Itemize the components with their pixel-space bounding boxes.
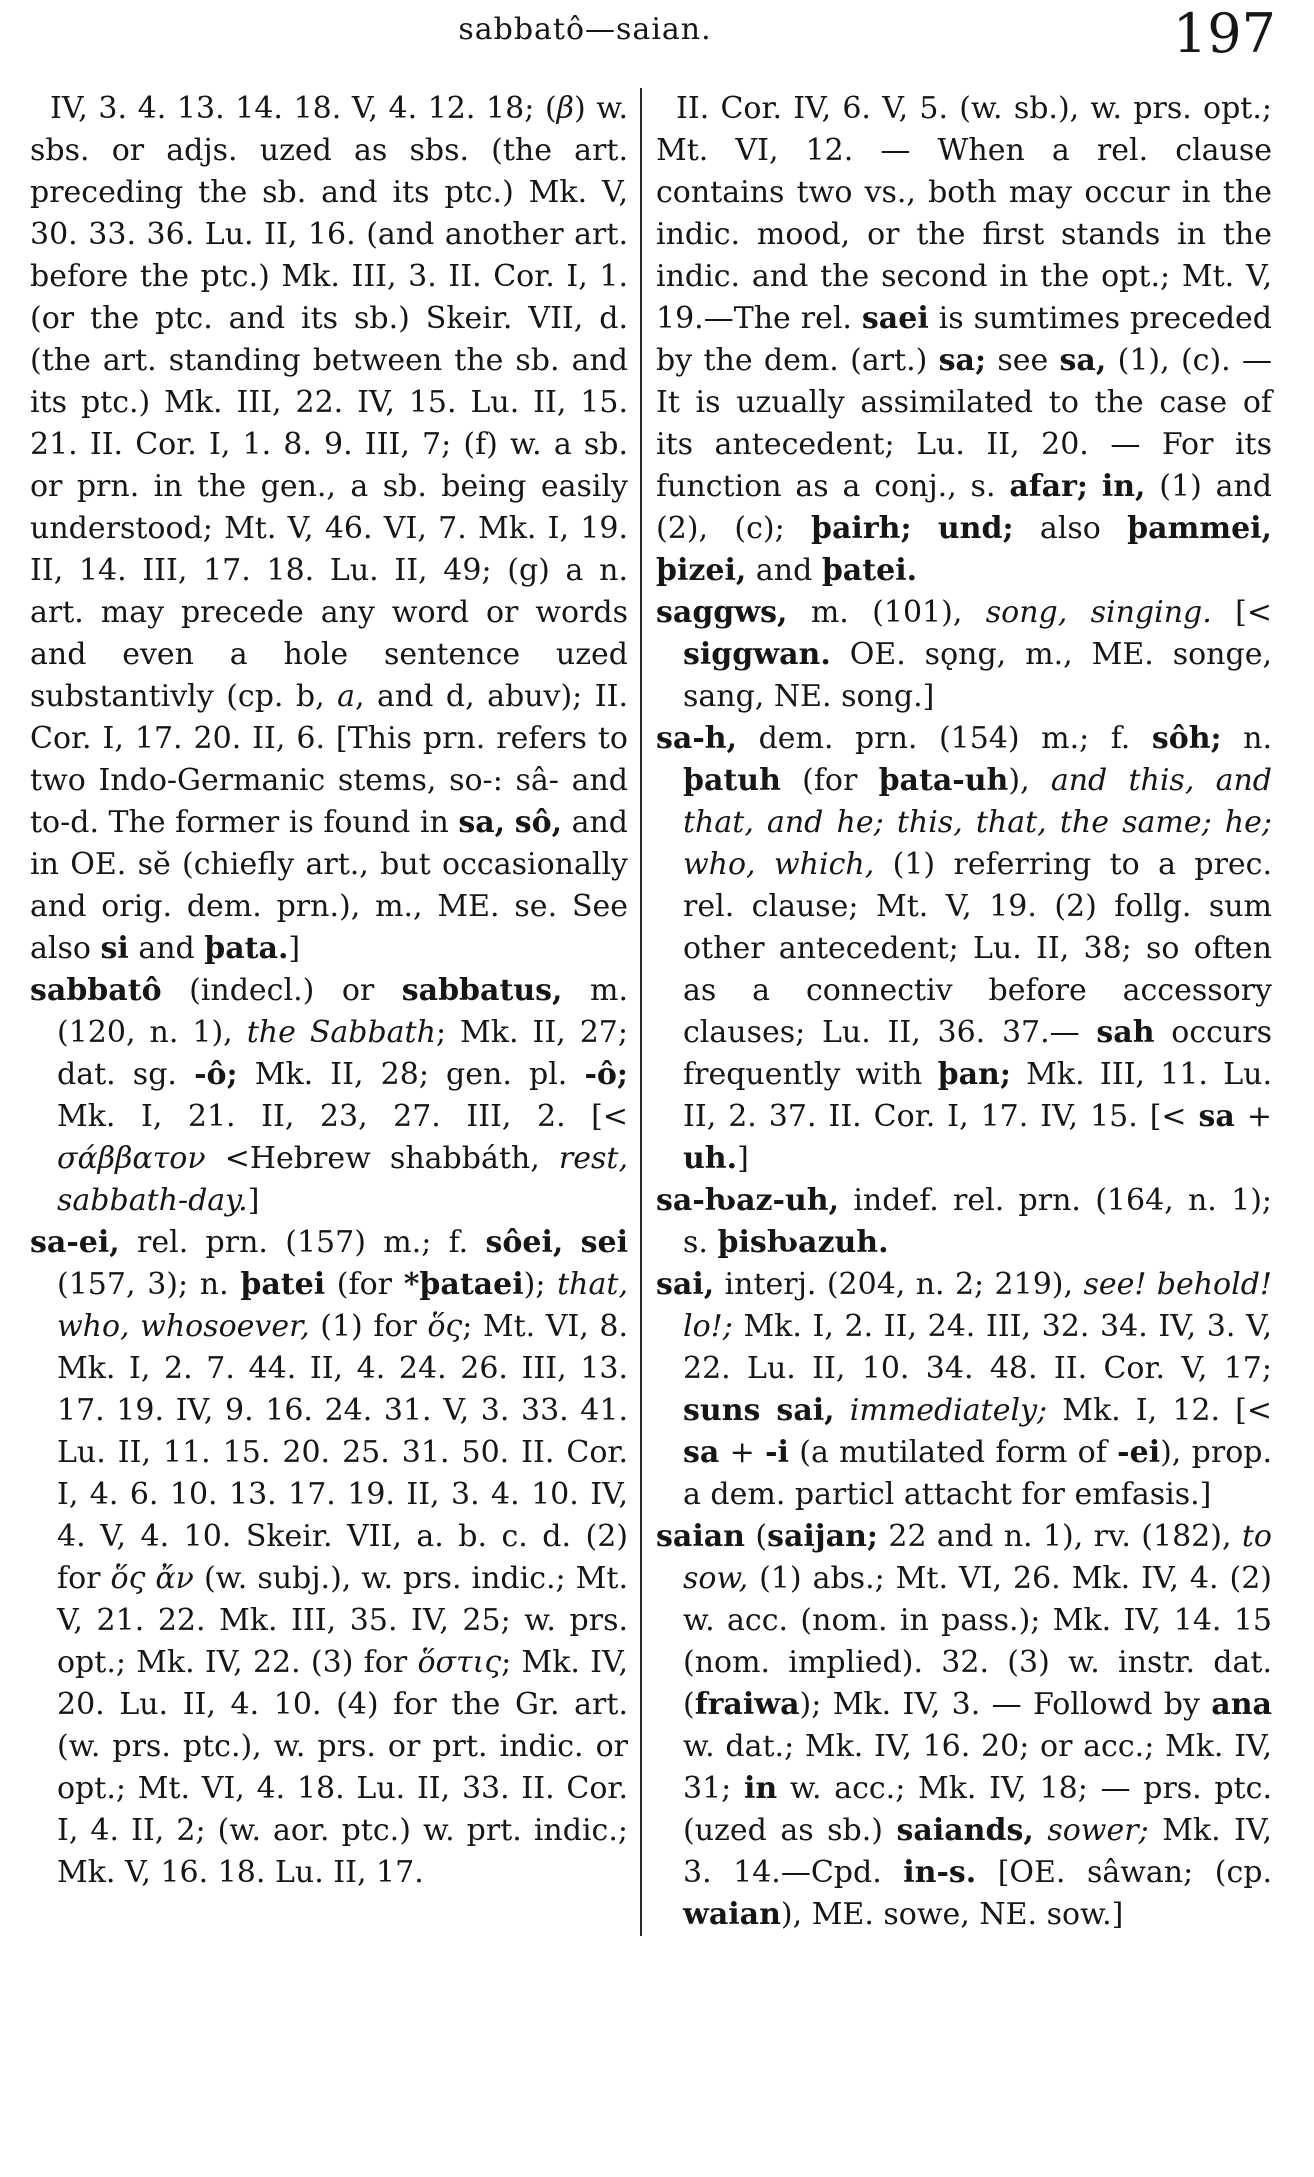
entry-paragraph: sa-ƕaz-uh, indef. rel. prn. (164, n. 1); s. þisƕazuh.: [656, 1183, 1272, 1260]
entry-paragraph: sa-ei, rel. prn. (157) m.; f. sôei, sei (157, 3); n. þatei (for *þataei); that, who, whosoever, (1) for ὅς; Mt. VI, 8. Mk. I, 2. 7. 44. II, 4. 24. 26. III, 13. 17. 19. IV, 9. 16. 24. 31. V, 3. 33. 41. Lu. II, 11. 15. 20. 25. 31. 50. II. Cor. I, 4. 6. 10. 13. 17. 19. II, 3. 4. 10. IV, 4. V, 4. 10. Skeir. VII, a. b. c. d. (2) for ὅς ἄν (w. subj.), w. prs. indic.; Mt. V, 21. 22. Mk. III, 35. IV, 25; w. prs. opt.; Mk. IV, 22. (3) for ὅστις; Mk. IV, 20. Lu. II, 4. 10. (4) for the Gr. art. (w. prs. ptc.), w. prs. or prt. indic. or opt.; Mt. VI, 4. 18. Lu. II, 33. II. Cor. I, 4. II, 2; (w. aor. ptc.) w. prt. indic.; Mk. V, 16. 18. Lu. II, 17.: [30, 1225, 628, 1890]
entry-paragraph: saian (saijan; 22 and n. 1), rv. (182), to sow, (1) abs.; Mt. VI, 26. Mk. IV, 4. (2) w. acc. (nom. in pass.); Mk. IV, 14. 15 (nom. implied). 32. (3) w. instr. dat. (fraiwa); Mk. IV, 3. — Followd by ana w. dat.; Mk. IV, 16. 20; or acc.; Mk. IV, 31; in w. acc.; Mk. IV, 18; — prs. ptc. (uzed as sb.) saiands, sower; Mk. IV, 3. 14.—Cpd. in-s. [OE. sâwan; (cp. waian), ME. sowe, NE. sow.]: [656, 1519, 1272, 1932]
entry-paragraph: saggws, m. (101), song, singing. [< siggwan. OE. sǫng, m., ME. songe, sang, NE. song.]: [656, 595, 1272, 714]
continuation-paragraph: II. Cor. IV, 6. V, 5. (w. sb.), w. prs. opt.; Mt. VI, 12. — When a rel. clause contains two vs., both may occur in the indic. mood, or the first stands in the indic. and the second in the opt.; Mt. V, 19.—The rel. saei is sumtimes preceded by the dem. (art.) sa; see sa, (1), (c). — It is uzually assimilated to the case of its antecedent; Lu. II, 20. — For its function as a conj., s. afar; in, (1) and (2), (c); þairh; und; also þammei, þizei, and þatei.: [656, 91, 1273, 588]
entry-paragraph: sai, interj. (204, n. 2; 219), see! behold! lo!; Mk. I, 2. II, 24. III, 32. 34. IV, 3. V, 22. Lu. II, 10. 34. 48. II. Cor. V, 17; suns sai, immediately; Mk. I, 12. [< sa + -i (a mutilated form of -ei), prop. a dem. particl attacht for emfasis.]: [656, 1267, 1272, 1512]
page-header: [0, 0, 1314, 78]
entry-paragraph: sa-h, dem. prn. (154) m.; f. sôh; n. þatuh (for þata-uh), and this, and that, and he; this, that, the same; he; who, which, (1) referring to a prec. rel. clause; Mt. V, 19. (2) follg. sum other antecedent; Lu. II, 38; so often as a connectiv before accessory clauses; Lu. II, 36. 37.— sah occurs frequently with þan; Mk. III, 11. Lu. II, 2. 37. II. Cor. I, 17. IV, 15. [< sa + uh.]: [656, 721, 1272, 1176]
running-title: sabbatô—saian.: [458, 12, 712, 47]
page-number: 197: [1172, 2, 1276, 65]
continuation-paragraph: IV, 3. 4. 13. 14. 18. V, 4. 12. 18; (β) w. sbs. or adjs. uzed as sbs. (the art. preceding the sb. and its ptc.) Mk. V, 30. 33. 36. Lu. II, 16. (and another art. before the ptc.) Mk. III, 3. II. Cor. I, 1. (or the ptc. and its sb.) Skeir. VII, d. (the art. standing between the sb. and its ptc.) Mk. III, 22. IV, 15. Lu. II, 15. 21. II. Cor. I, 1. 8. 9. III, 7; (f) w. a sb. or prn. in the gen., a sb. being easily understood; Mt. V, 46. VI, 7. Mk. I, 19. II, 14. III, 17. 18. Lu. II, 49; (g) a n. art. may precede any word or words and even a hole sentence uzed substantivly (cp. b, a, and d, abuv); II. Cor. I, 17. 20. II, 6. [This prn. refers to two Indo-Germanic stems, so-: sâ- and to-d. The former is found in sa, sô, and in OE. sĕ (chiefly art., but occasionally and orig. dem. prn.), m., ME. se. See also si and þata.]: [30, 91, 628, 966]
left-column: [30, 88, 640, 1936]
entry-paragraph: sabbatô (indecl.) or sabbatus, m. (120, n. 1), the Sabbath; Mk. II, 27; dat. sg. -ô; Mk. II, 28; gen. pl. -ô; Mk. I, 21. II, 23, 27. III, 2. [< σάββατον <Hebrew shabbáth, rest, sabbath-day.]: [30, 973, 628, 1218]
text-columns: [0, 78, 1314, 1936]
right-column: [642, 88, 1272, 1936]
